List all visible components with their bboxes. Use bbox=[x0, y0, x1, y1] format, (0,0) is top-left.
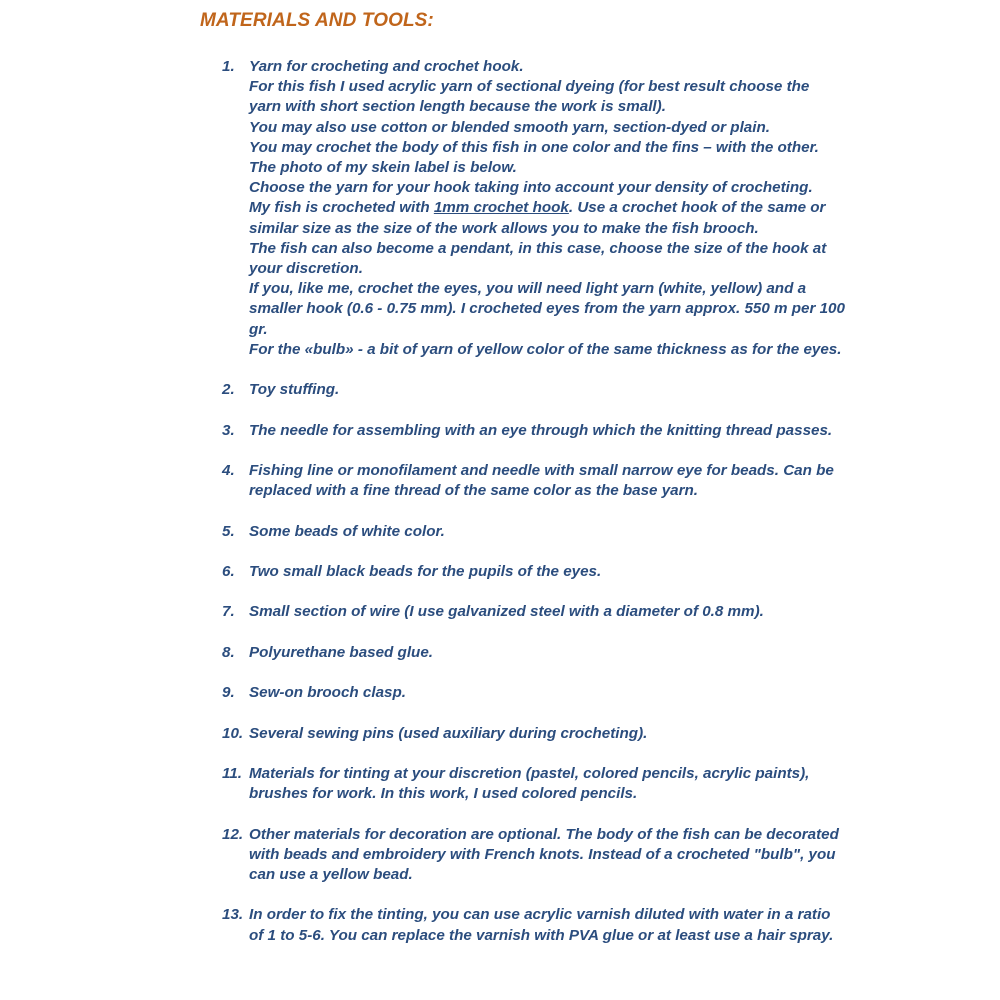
list-item-text bbox=[249, 421, 862, 441]
list-item bbox=[222, 461, 862, 501]
list-item-text bbox=[249, 522, 862, 542]
text-line: Several sewing pins (used auxiliary during crocheting). bbox=[249, 724, 648, 742]
text-line: Sew-on brooch clasp. bbox=[249, 684, 406, 702]
text-line: similar size as the size of the work allows you to make the fish brooch. bbox=[249, 219, 759, 237]
text-line: replaced with a fine thread of the same color as the base yarn. bbox=[249, 482, 699, 500]
list-item-text bbox=[249, 643, 862, 663]
text-line: yarn with short section length because the work is small). bbox=[249, 98, 666, 116]
list-item-text bbox=[249, 764, 862, 804]
text-line: Yarn for crocheting and crochet hook. bbox=[249, 58, 524, 75]
list-item-number: 6. bbox=[222, 563, 235, 580]
list-item-number: 9. bbox=[222, 684, 235, 702]
list-item-number: 2. bbox=[222, 381, 235, 399]
text-line: Fishing line or monofilament and needle with small narrow eye for beads. Can be bbox=[249, 462, 834, 480]
text-line: Small section of wire (I use galvanized steel with a diameter of 0.8 mm). bbox=[249, 603, 764, 621]
text-line: Choose the yarn for your hook taking into account your density of crocheting. bbox=[249, 179, 813, 197]
text-line: gr. bbox=[249, 320, 268, 338]
list-item bbox=[222, 421, 862, 441]
text-line: Two small black beads for the pupils of the eyes. bbox=[249, 563, 602, 580]
list-item-text bbox=[249, 461, 862, 501]
text-line: brushes for work. In this work, I used colored pencils. bbox=[249, 785, 638, 803]
text-line: Other materials for decoration are optional. The body of the fish can be decorated bbox=[249, 825, 839, 843]
list-item-number: 3. bbox=[222, 421, 235, 439]
list-item-number: 8. bbox=[222, 643, 235, 661]
list-item-text bbox=[249, 683, 862, 703]
list-item-number: 11. bbox=[222, 764, 242, 782]
text-line: Polyurethane based glue. bbox=[249, 643, 433, 661]
text-line: You may crochet the body of this fish in one color and the fins – with the other. bbox=[249, 138, 819, 156]
text-line: The fish can also become a pendant, in this case, choose the size of the hook at bbox=[249, 239, 827, 257]
list-item-number: 4. bbox=[222, 462, 235, 480]
crochet-hook-link[interactable]: 1mm crochet hook bbox=[433, 199, 569, 217]
text-line: can use a yellow bead. bbox=[249, 865, 413, 883]
list-item-text bbox=[249, 825, 862, 886]
list-item-number: 1. bbox=[222, 58, 235, 75]
list-item bbox=[222, 683, 862, 703]
list-item-text bbox=[249, 562, 862, 582]
list-item bbox=[222, 380, 862, 400]
list-item-number: 7. bbox=[222, 603, 235, 621]
list-item-number: 13. bbox=[222, 906, 244, 924]
link-prefix: My fish is crocheted with bbox=[249, 199, 434, 217]
list-item-text bbox=[249, 905, 862, 945]
list-item bbox=[222, 724, 862, 744]
text-line: For the «bulb» - a bit of yarn of yellow color of the same thickness as for the eyes. bbox=[249, 340, 842, 358]
text-line: Materials for tinting at your discretion (pastel, colored pencils, acrylic paints), bbox=[249, 764, 810, 782]
list-item bbox=[222, 643, 862, 663]
list-item bbox=[222, 764, 862, 804]
text-line: smaller hook (0.6 - 0.75 mm). I crocheted eyes from the yarn approx. 550 m per 100 bbox=[249, 300, 845, 318]
text-line: your discretion. bbox=[249, 260, 363, 278]
list-item-number: 5. bbox=[222, 522, 235, 540]
link-suffix: . Use a crochet hook of the same or bbox=[568, 199, 826, 217]
text-line: with beads and embroidery with French knots. Instead of a crocheted "bulb", you bbox=[249, 845, 836, 863]
list-item-text bbox=[249, 602, 862, 622]
text-line: In order to fix the tinting, you can use acrylic varnish diluted with water in a ratio bbox=[249, 906, 831, 924]
list-item bbox=[222, 522, 862, 542]
text-line: Toy stuffing. bbox=[249, 381, 340, 399]
text-line: Some beads of white color. bbox=[249, 522, 445, 540]
list-item-number: 10. bbox=[222, 724, 244, 742]
list-item bbox=[222, 825, 862, 886]
text-line: The photo of my skein label is below. bbox=[249, 159, 517, 177]
list-item bbox=[222, 905, 862, 945]
text-line-with-link bbox=[249, 198, 862, 218]
list-item-number: 12. bbox=[222, 825, 244, 843]
list-item bbox=[222, 562, 862, 582]
text-line: For this fish I used acrylic yarn of sectional dyeing (for best result choose the bbox=[249, 78, 810, 96]
text-line: If you, like me, crochet the eyes, you will need light yarn (white, yellow) and a bbox=[249, 280, 807, 298]
list-item bbox=[222, 602, 862, 622]
list-item-text bbox=[249, 57, 862, 360]
list-item-text bbox=[249, 724, 862, 744]
text-line: of 1 to 5-6. You can replace the varnish with PVA glue or at least use a hair spray. bbox=[249, 926, 834, 944]
text-line: You may also use cotton or blended smooth yarn, section-dyed or plain. bbox=[249, 118, 770, 136]
list-item-text bbox=[249, 380, 862, 400]
list-item bbox=[222, 57, 862, 360]
text-line: The needle for assembling with an eye through which the knitting thread passes. bbox=[249, 421, 833, 439]
page-heading: MATERIALS AND TOOLS: bbox=[200, 10, 434, 31]
materials-list bbox=[222, 57, 862, 966]
